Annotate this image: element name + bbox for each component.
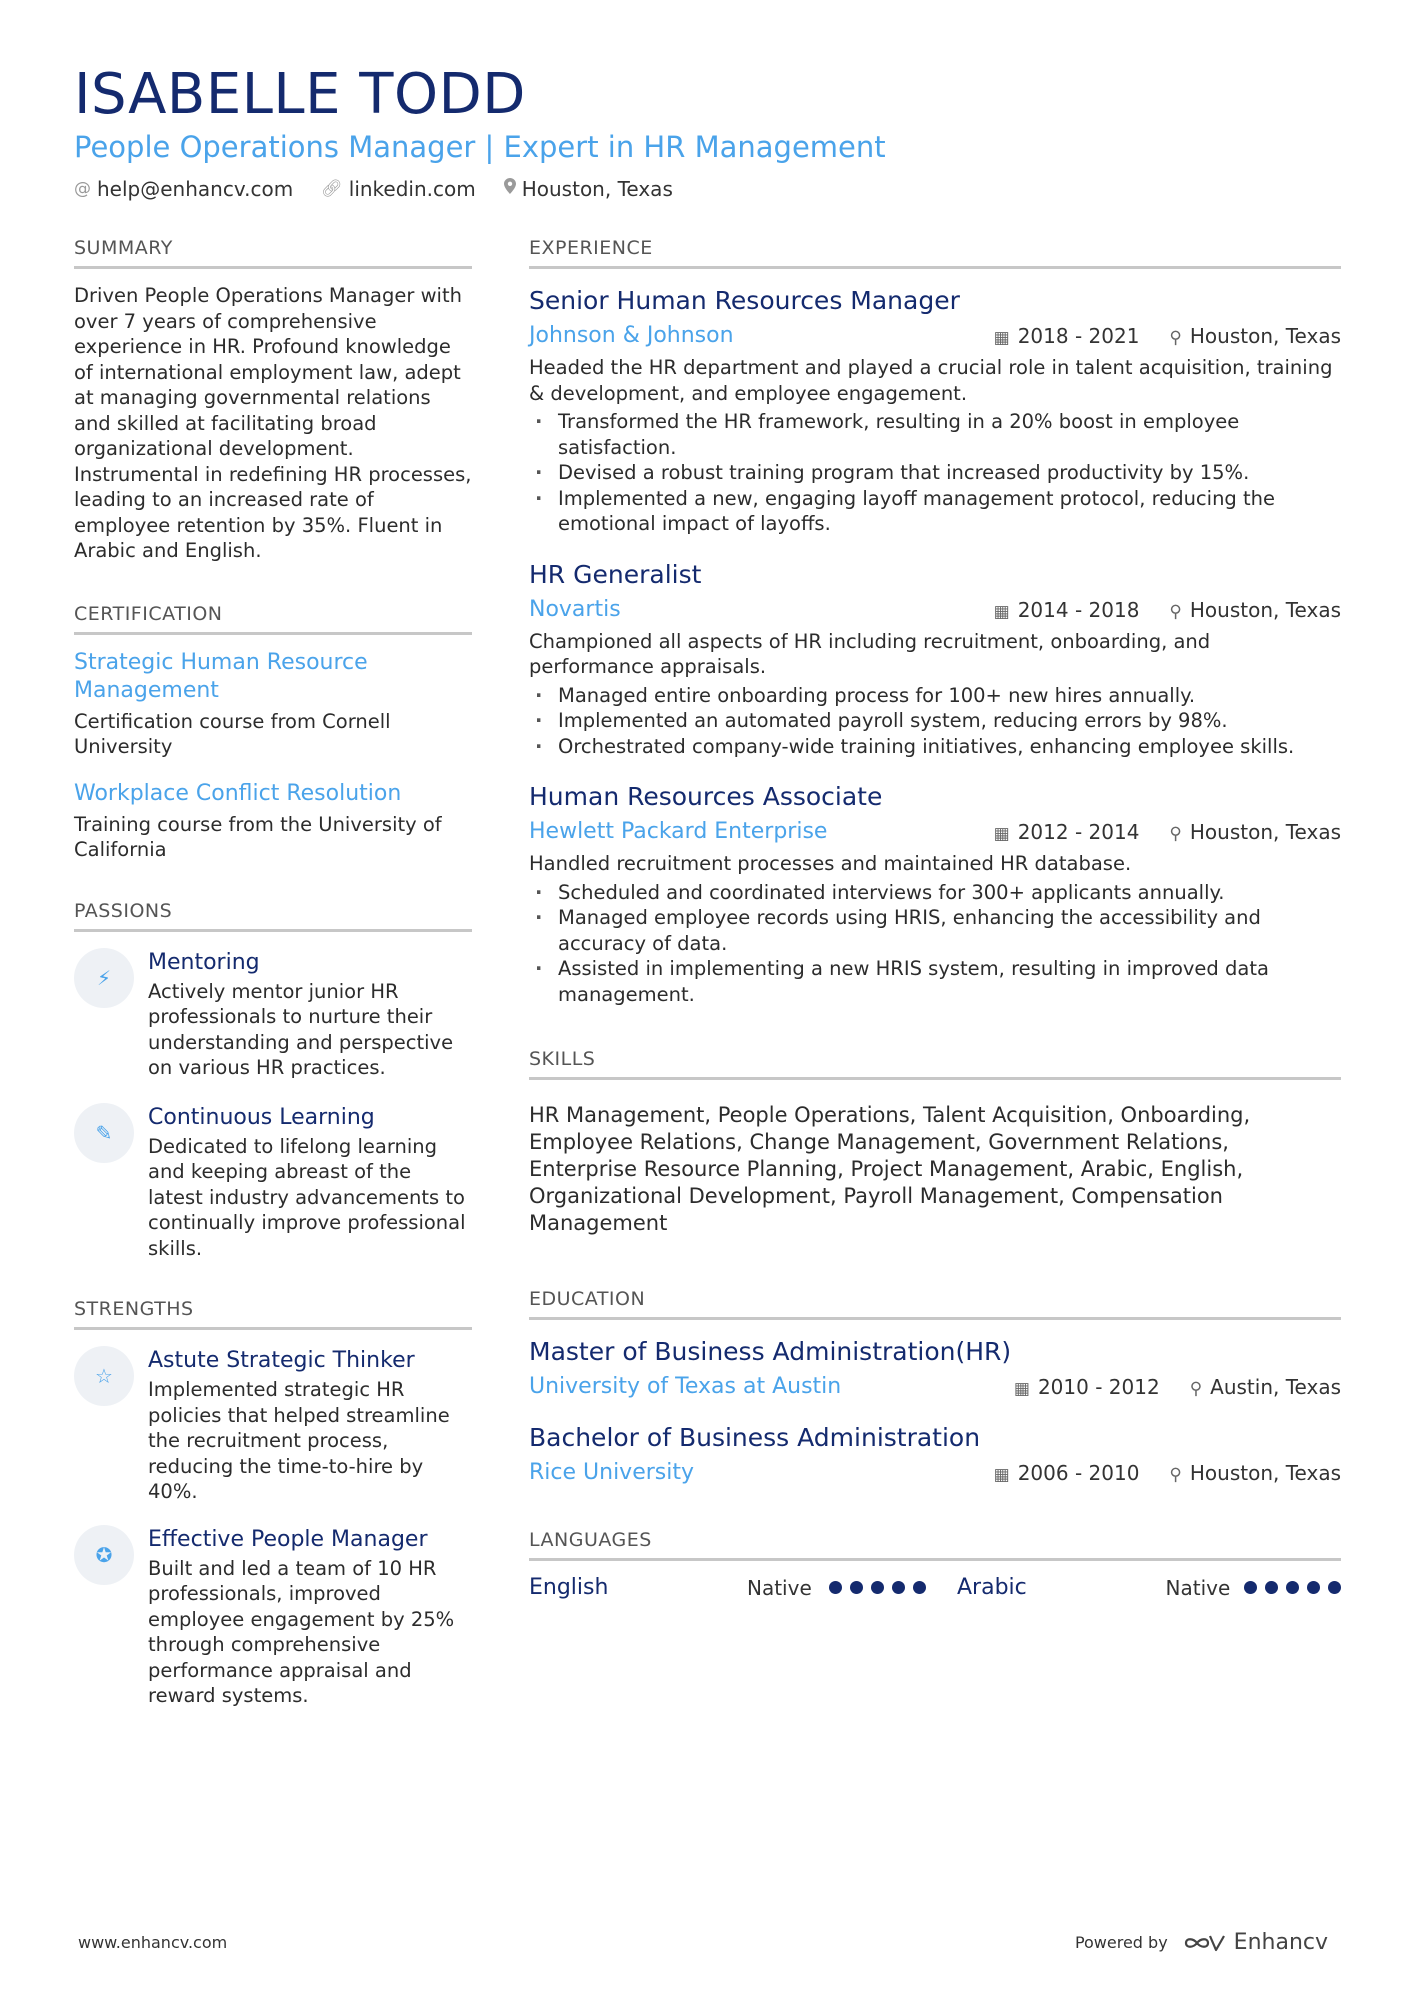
proficiency-dot [892,1581,905,1594]
map-pin-icon: ⚲ [1169,1465,1182,1485]
language-name: English [529,1575,609,1600]
job-meta [529,595,1341,625]
strengths-section [74,1297,472,1709]
job-desc: Handled recruitment processes and maintained HR database. [529,852,1132,875]
passion-item [74,1103,472,1262]
magic-wand-icon: ✎ [74,1103,134,1163]
languages-section [529,1528,1341,1600]
experience-heading: EXPERIENCE [529,236,1341,269]
proficiency-dot [1307,1581,1320,1594]
map-pin-icon: ⚲ [1169,824,1182,844]
brand-name: Enhancv [1233,1930,1328,1955]
enhancv-logo-icon [1182,1931,1228,1955]
candidate-title: People Operations Manager | Expert in HR Management [74,130,886,164]
skills-text: HR Management, People Operations, Talent Acquisition, Onboarding, Employee Relations, Change Management, Government Relations, Enterprise Resource Planning, Project Management, Arabic, English, Organizational Development, Payroll Management, Compensation Management [529,1103,1251,1235]
calendar-icon: ▦ [993,601,1010,622]
strength-item [74,1525,472,1709]
education-meta [529,1372,1341,1402]
footer-url[interactable]: www.enhancv.com [78,1933,228,1952]
calendar-icon: ▦ [993,824,1010,844]
at-icon: @ [74,179,91,199]
languages-row [529,1575,1341,1600]
proficiency-dot [1286,1581,1299,1594]
bullet: · Implemented an automated payroll system, reducing errors by 98%. [529,708,1341,734]
passion-desc: Dedicated to lifelong learning and keeping abreast of the latest industry advancements to continually improve professional skills. [148,1134,466,1260]
job-dates: 2012 - 2014 [1017,820,1140,844]
proficiency-dot [829,1581,842,1594]
cert-desc: Certification course from Cornell University [74,709,391,758]
edu-location: Houston, Texas [1189,1461,1341,1485]
location-text: Houston, Texas [521,177,673,201]
job-desc: Championed all aspects of HR including recruitment, onboarding, and performance appraisals. [529,629,1211,678]
bullet: · Orchestrated company-wide training initiatives, enhancing employee skills. [529,734,1341,760]
map-pin-icon [504,176,516,202]
linkedin-text: linkedin.com [348,177,476,201]
proficiency-dot [1328,1581,1341,1594]
passion-item [74,948,472,1081]
job-location: Houston, Texas [1189,820,1341,844]
award-icon: ✪ [74,1525,134,1585]
skills-heading: SKILLS [529,1047,1341,1080]
cert-item [74,649,472,760]
brand-logo[interactable] [1182,1930,1328,1955]
summary-section [74,236,472,564]
proficiency-dot [850,1581,863,1594]
edu-location: Austin, Texas [1210,1375,1341,1399]
edu-dates: 2010 - 2012 [1037,1375,1160,1399]
job-bullets [529,683,1341,760]
education-item [529,1336,1341,1402]
job-desc: Headed the HR department and played a crucial role in talent acquisition, training & development, and employee engagement. [529,356,1333,405]
proficiency-dot [913,1581,926,1594]
passion-desc: Actively mentor junior HR professionals to nurture their understanding and perspective on various HR practices. [148,979,454,1079]
calendar-icon: ▦ [1013,1379,1030,1399]
skills-section [529,1047,1341,1237]
right-column [529,236,1341,1600]
powered-by [1075,1930,1328,1955]
bullet: · Assisted in implementing a new HRIS system, resulting in improved data management. [529,956,1341,1007]
cert-desc: Training course from the University of California [74,812,442,861]
strengths-heading: STRENGTHS [74,1297,472,1330]
bullet: · Managed entire onboarding process for 100+ new hires annually. [529,683,1341,709]
company-name: Novartis [529,596,621,622]
passion-title: Continuous Learning [148,1104,375,1130]
contact-row [74,176,1344,202]
experience-item [529,781,1341,1007]
bullet: · Managed employee records using HRIS, enhancing the accessibility and accuracy of data. [529,905,1341,956]
job-meta [529,817,1341,847]
degree: Bachelor of Business Administration [529,1423,981,1452]
email-text: help@enhancv.com [97,177,294,201]
proficiency-dot [1265,1581,1278,1594]
strength-item [74,1346,472,1505]
summary-text: Driven People Operations Manager with over 7 years of comprehensive experience in HR. Profound knowledge of international employment law, adept at managing governmental relations and skilled at facilitating broad organizational development. Instrumental in redefining HR processes, leading to an increased rate of employee retention by 35%. Fluent in Arabic and English. [74,284,472,562]
candidate-name: ISABELLE TODD [74,62,526,127]
link-icon: 🔗︎ [321,179,343,199]
company-name: Johnson & Johnson [529,323,734,348]
left-column [74,236,472,1709]
certification-heading: CERTIFICATION [74,602,472,635]
language-level: Native [747,1575,812,1600]
edu-dates: 2006 - 2010 [1017,1461,1140,1485]
language-name: Arabic [957,1575,1027,1600]
bullet: · Devised a robust training program that increased productivity by 15%. [529,460,1341,486]
job-bullets [529,880,1341,1008]
strength-desc: Built and led a team of 10 HR professionals, improved employee engagement by 25% through comprehensive performance appraisal and reward systems. [148,1556,455,1707]
education-heading: EDUCATION [529,1287,1341,1320]
passions-heading: PASSIONS [74,899,472,932]
contact-linkedin[interactable] [321,176,476,202]
summary-heading: SUMMARY [74,236,472,269]
languages-heading: LANGUAGES [529,1528,1341,1561]
cert-item [74,780,472,863]
experience-item [529,285,1341,537]
proficiency-dots [829,1581,926,1594]
experience-section [529,236,1341,1007]
powered-label: Powered by [1074,1933,1168,1952]
strength-title: Astute Strategic Thinker [148,1348,415,1373]
job-meta [529,321,1341,351]
education-item [529,1422,1341,1488]
education-meta [529,1458,1341,1488]
star-icon: ☆ [74,1346,134,1406]
school-name: Rice University [529,1460,694,1485]
bullet: · Implemented a new, engaging layoff management protocol, reducing the emotional impact of layoffs. [529,486,1341,537]
job-title: Senior Human Resources Manager [529,286,960,315]
passions-section [74,899,472,1262]
company-name: Hewlett Packard Enterprise [529,819,828,844]
lightning-icon: ⚡ [74,948,134,1008]
language-item [529,1575,957,1600]
job-location: Houston, Texas [1189,597,1341,622]
strength-desc: Implemented strategic HR policies that helped streamline the recruitment process, reducing the time-to-hire by 40%. [148,1378,450,1503]
map-pin-icon: ⚲ [1189,1379,1203,1399]
footer [78,1930,1328,1955]
school-name: University of Texas at Austin [529,1374,842,1399]
proficiency-dots [1244,1581,1341,1594]
language-level: Native [1165,1575,1231,1600]
proficiency-dot [1244,1581,1257,1594]
job-title: Human Resources Associate [529,782,883,811]
map-pin-icon: ⚲ [1169,328,1182,348]
cert-title: Workplace Conflict Resolution [74,780,402,806]
job-dates: 2014 - 2018 [1017,597,1140,622]
contact-location [504,176,673,202]
cert-title: Strategic Human Resource Management [74,649,368,703]
job-location: Houston, Texas [1189,324,1341,348]
calendar-icon: ▦ [993,328,1010,348]
job-dates: 2018 - 2021 [1017,324,1140,348]
education-section [529,1287,1341,1488]
contact-email[interactable] [74,176,293,202]
job-title: HR Generalist [529,559,702,589]
bullet: · Scheduled and coordinated interviews for 300+ applicants annually. [529,880,1341,906]
strength-title: Effective People Manager [148,1526,428,1552]
job-bullets [529,409,1341,537]
resume-header [74,62,1344,202]
proficiency-dot [871,1581,884,1594]
degree: Master of Business Administration(HR) [529,1337,1012,1366]
language-item [957,1575,1341,1600]
bullet: · Transformed the HR framework, resulting in a 20% boost in employee satisfaction. [529,409,1341,460]
map-pin-icon: ⚲ [1169,601,1182,622]
experience-item [529,559,1341,760]
calendar-icon: ▦ [993,1465,1010,1485]
certification-section [74,602,472,863]
passion-title: Mentoring [148,949,260,975]
